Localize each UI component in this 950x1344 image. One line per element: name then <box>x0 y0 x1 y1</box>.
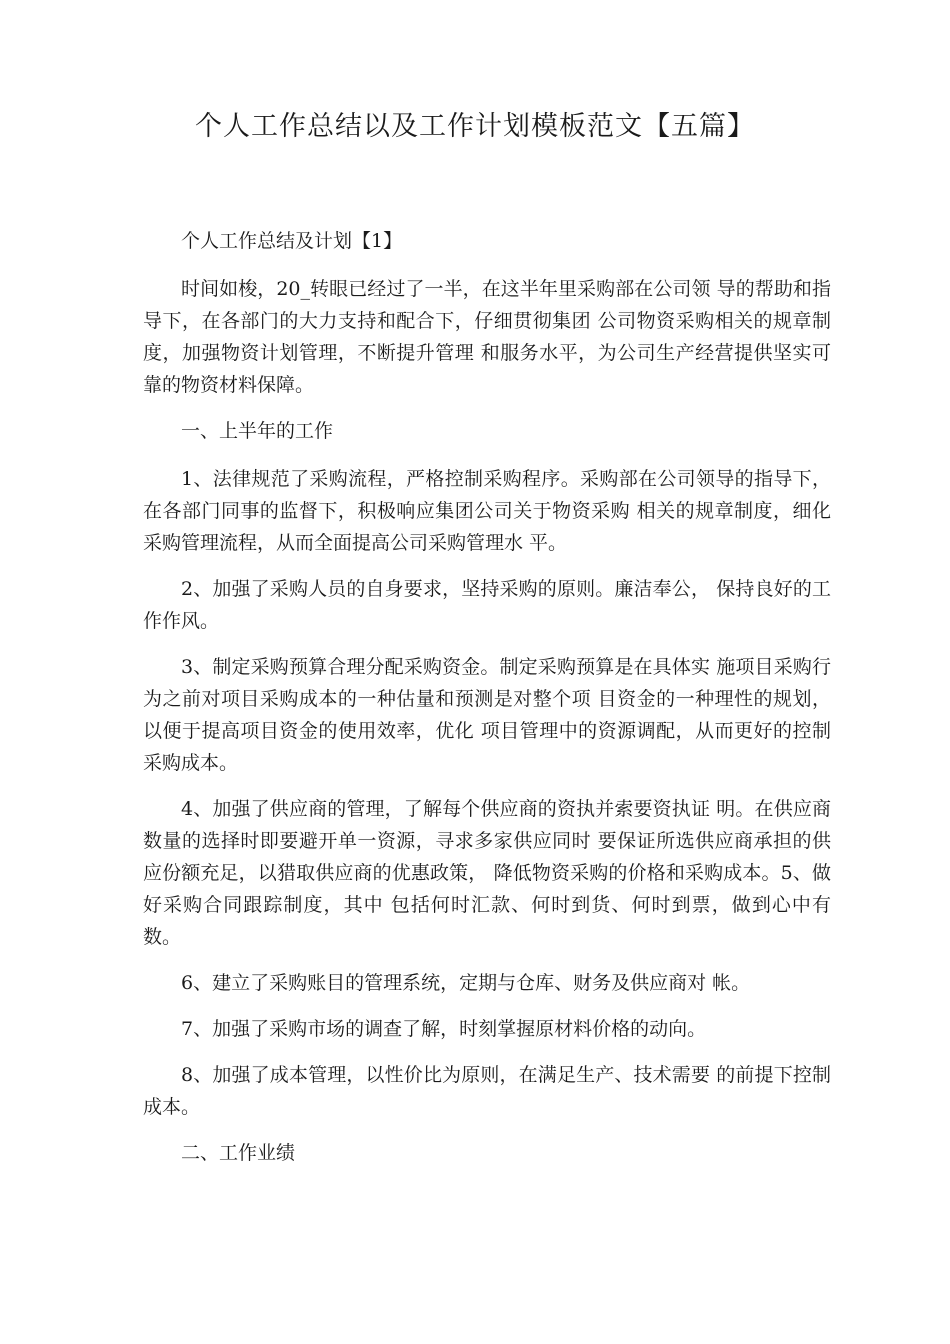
intro-paragraph: 时间如梭，20_转眼已经过了一半，在这半年里采购部在公司领 导的帮助和指导下，在各部门的大力支持和配合下，仔细贯彻集团 公司物资采购相关的规章制度，加强物资计划管理，不断提升管理 和服务水平，为公司生产经营提供坚实可靠的物资材料保障。 <box>143 278 831 396</box>
list-item: 1、法律规范了采购流程，严格控制采购程序。采购部在公司领导的指导下，在各部门同事的监督下，积极响应集团公司关于物资采购 相关的规章制度，细化采购管理流程，从而全面提高公司采购管理水 平。 <box>143 468 831 554</box>
document-body <box>143 225 831 1185</box>
document-title: 个人工作总结以及工作计划模板范文【五篇】 <box>195 111 755 142</box>
section-heading-achievements: 二、工作业绩 <box>181 1142 296 1164</box>
section-subtitle: 个人工作总结及计划【1】 <box>181 230 403 252</box>
list-item: 7、加强了采购市场的调查了解，时刻掌握原材料价格的动向。 <box>181 1018 707 1040</box>
list-item: 6、建立了采购账目的管理系统，定期与仓库、财务及供应商对 帐。 <box>181 972 751 994</box>
section-heading-first-half: 一、上半年的工作 <box>181 420 334 442</box>
list-item: 8、加强了成本管理，以性价比为原则，在满足生产、技术需要 的前提下控制成本。 <box>143 1064 831 1118</box>
list-item: 2、加强了采购人员的自身要求，坚持采购的原则。廉洁奉公， 保持良好的工作作风。 <box>143 578 831 632</box>
list-item: 3、制定采购预算合理分配采购资金。制定采购预算是在具体实 施项目采购行为之前对项目采购成本的一种估量和预测是对整个项 目资金的一种理性的规划，以便于提高项目资金的使用效率，优化 项目管理中的资源调配，从而更好的控制采购成本。 <box>143 656 831 774</box>
list-item: 4、加强了供应商的管理，了解每个供应商的资执并索要资执证 明。在供应商数量的选择时即要避开单一资源，寻求多家供应同时 要保证所选供应商承担的供应份额充足，以猎取供应商的优惠政策， 降低物资采购的价格和采购成本。5、做好采购合同跟踪制度，其中 包括何时汇款、何时到货、何时到票，做到心中有数。 <box>143 798 831 948</box>
